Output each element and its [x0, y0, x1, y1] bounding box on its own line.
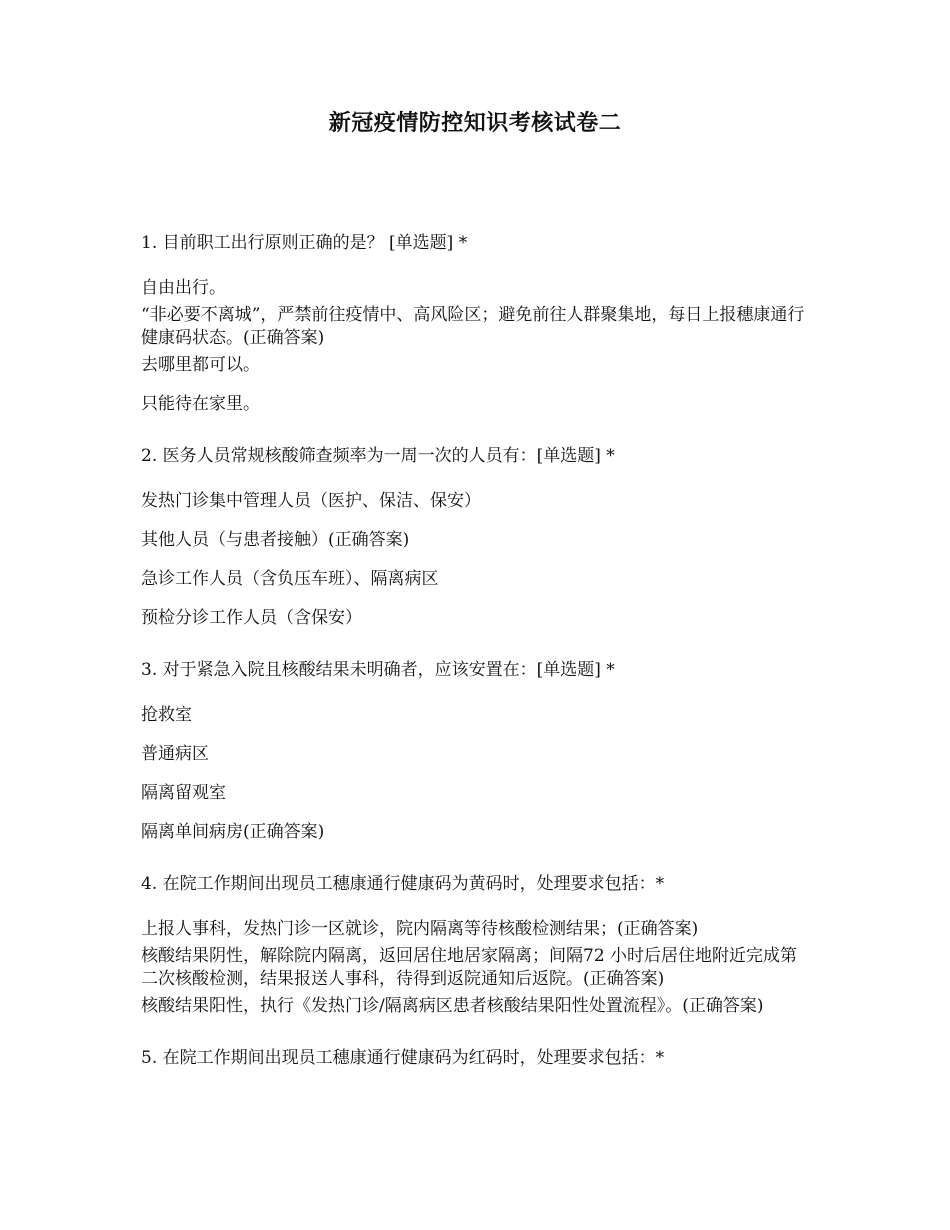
question-3: 3. 对于紧急入院且核酸结果未明确者，应该安置在：[单选题] * — [141, 660, 615, 680]
question-5: 5. 在院工作期间出现员工穗康通行健康码为红码时，处理要求包括：* — [141, 1048, 665, 1068]
question-4-option-a: 上报人事科，发热门诊一区就诊，院内隔离等待核酸检测结果；(正确答案) — [141, 919, 699, 939]
document-title: 新冠疫情防控知识考核试卷二 — [328, 110, 622, 136]
question-2: 2. 医务人员常规核酸筛查频率为一周一次的人员有：[单选题] * — [141, 446, 615, 466]
question-list — [141, 232, 813, 1092]
question-3-option-c: 隔离留观室 — [141, 783, 226, 803]
question-1-option-b: “非必要不离城”，严禁前往疫情中、高风险区；避免前往人群聚集地，每日上报穗康通行健康码状态。(正确答案) — [141, 305, 805, 348]
question-2-option-d: 预检分诊工作人员（含保安） — [141, 608, 362, 628]
question-3-option-a: 抢救室 — [141, 705, 192, 725]
question-1-option-a: 自由出行。 — [141, 278, 226, 298]
question-3-option-b: 普通病区 — [141, 744, 209, 764]
question-2-option-c: 急诊工作人员（含负压车班）、隔离病区 — [141, 569, 439, 589]
question-4-option-c: 核酸结果阳性，执行《发热门诊/隔离病区患者核酸结果阳性处置流程》。(正确答案) — [141, 996, 764, 1016]
question-2-option-a: 发热门诊集中管理人员（医护、保洁、保安） — [141, 491, 481, 511]
question-3-option-d: 隔离单间病房(正确答案) — [141, 822, 325, 842]
question-1-option-c: 去哪里都可以。 — [141, 355, 260, 375]
question-4-option-b: 核酸结果阴性，解除院内隔离，返回居住地居家隔离；间隔72 小时后居住地附近完成第二次核酸检测，结果报送人事科，待得到返院通知后返院。(正确答案) — [141, 946, 798, 989]
question-1: 1. 目前职工出行原则正确的是？ [单选题] * — [141, 233, 468, 253]
question-4: 4. 在院工作期间出现员工穗康通行健康码为黄码时，处理要求包括：* — [141, 874, 665, 894]
question-2-option-b: 其他人员（与患者接触）(正确答案) — [141, 530, 410, 550]
question-1-option-d: 只能待在家里。 — [141, 394, 260, 414]
